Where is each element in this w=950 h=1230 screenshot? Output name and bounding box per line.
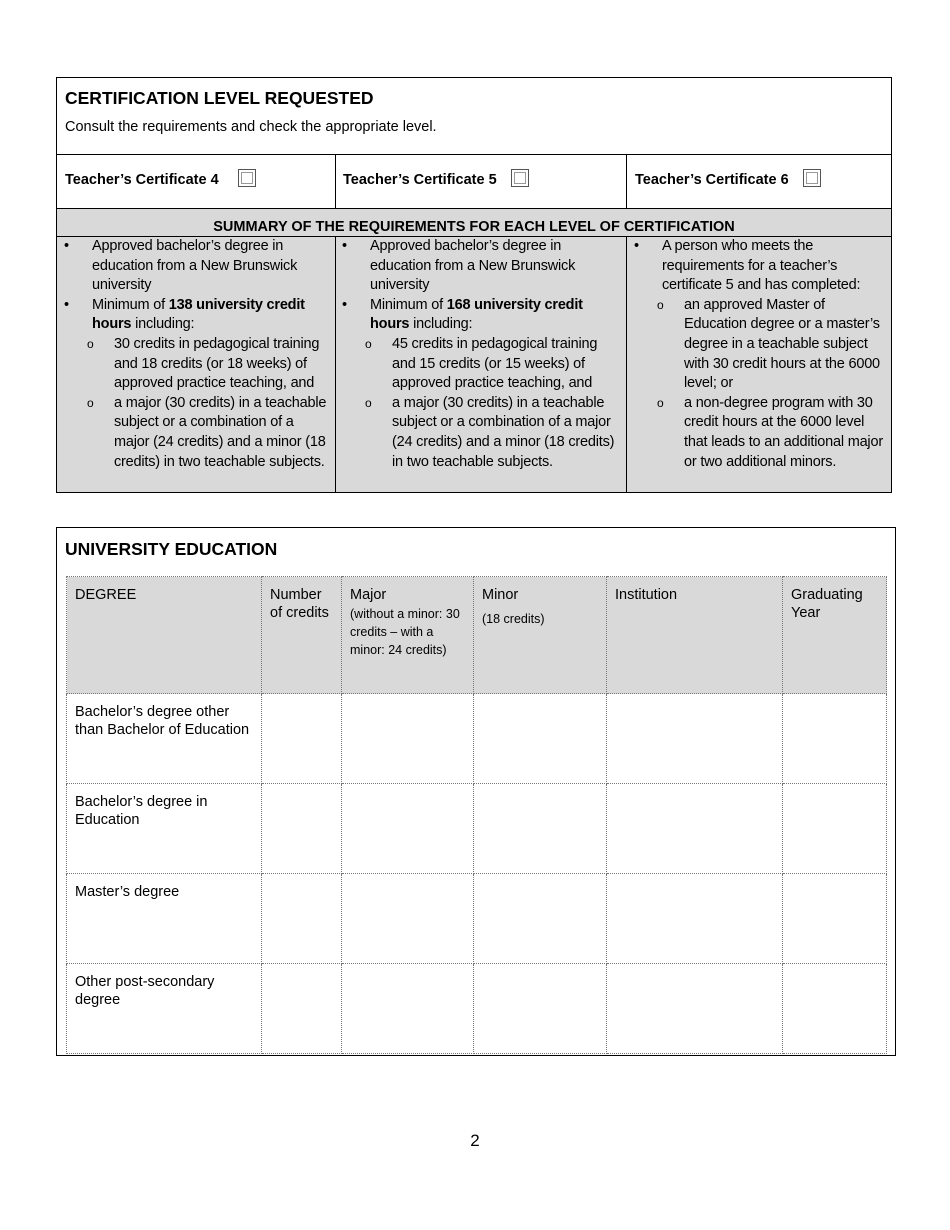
education-table [66, 576, 887, 1054]
cert-label-4: Teacher’s Certificate 4 [65, 172, 219, 188]
major-field[interactable] [342, 874, 474, 964]
list-item: • A person who meets the requirements for a teacher’s certificate 5 and has completed: [634, 238, 861, 294]
cert-label-6: Teacher’s Certificate 6 [635, 172, 789, 188]
list-item: • Approved bachelor’s degree in education from a New Brunswick university [64, 238, 298, 294]
header-degree: DEGREE [67, 577, 262, 694]
list-subitem: o a major (30 credits) in a teachable subject or a combination of a major (24 credits) and a minor (18 credits) in two teachable subjects. [87, 394, 327, 470]
certification-section [56, 77, 892, 493]
table-row [67, 964, 887, 1054]
credits-field[interactable] [262, 964, 342, 1054]
list-item: • Approved bachelor’s degree in education from a New Brunswick university [342, 238, 576, 294]
major-field[interactable] [342, 694, 474, 784]
cert-option-6 [627, 155, 891, 208]
requirements-summary [57, 237, 891, 492]
requirements-cert-5 [335, 237, 623, 492]
table-row [67, 874, 887, 964]
cert-label-5: Teacher’s Certificate 5 [343, 172, 497, 188]
degree-label: Master’s degree [67, 874, 262, 964]
institution-field[interactable] [607, 694, 783, 784]
cert-option-4 [57, 155, 335, 208]
certification-instruction: Consult the requirements and check the appropriate level. [65, 119, 437, 135]
list-subitem: o a non-degree program with 30 credit hours at the 6000 level that leads to an additional major or two additional minors. [657, 394, 883, 470]
header-credits: Number of credits [262, 577, 342, 694]
list-subitem: o 30 credits in pedagogical training and 18 credits (or 18 weeks) of approved practice teaching, and [87, 335, 320, 392]
cert-4-checkbox[interactable] [238, 169, 256, 187]
divider [335, 237, 336, 492]
table-row [67, 694, 887, 784]
list-subitem: o 45 credits in pedagogical training and 15 credits (or 15 weeks) of approved practice teaching, and [365, 335, 598, 392]
minor-field[interactable] [474, 964, 607, 1054]
institution-field[interactable] [607, 874, 783, 964]
education-title: UNIVERSITY EDUCATION [65, 539, 278, 559]
minor-field[interactable] [474, 694, 607, 784]
list-item: • Minimum of 168 university credit hours including: [342, 296, 583, 333]
table-row [67, 784, 887, 874]
minor-field[interactable] [474, 784, 607, 874]
header-minor: Minor (18 credits) [474, 577, 607, 694]
major-field[interactable] [342, 784, 474, 874]
list-item: • Minimum of 138 university credit hours including: [64, 296, 305, 333]
header-year: Graduating Year [783, 577, 887, 694]
credits-field[interactable] [262, 694, 342, 784]
certification-header [57, 78, 891, 155]
minor-field[interactable] [474, 874, 607, 964]
table-header-row [67, 577, 887, 694]
credits-field[interactable] [262, 784, 342, 874]
year-field[interactable] [783, 874, 887, 964]
header-major: Major (without a minor: 30 credits – with a minor: 24 credits) [342, 577, 474, 694]
institution-field[interactable] [607, 784, 783, 874]
page-number: 2 [470, 1131, 480, 1150]
divider [626, 155, 627, 208]
year-field[interactable] [783, 964, 887, 1054]
list-subitem: o a major (30 credits) in a teachable subject or a combination of a major (24 credits) and a minor (18 credits) in two teachable subjects. [365, 394, 615, 470]
credits-field[interactable] [262, 874, 342, 964]
summary-heading: SUMMARY OF THE REQUIREMENTS FOR EACH LEVEL OF CERTIFICATION [57, 209, 891, 237]
certification-title: CERTIFICATION LEVEL REQUESTED [65, 88, 374, 108]
divider [626, 237, 627, 492]
certificate-options [57, 155, 891, 209]
cert-5-checkbox[interactable] [511, 169, 529, 187]
degree-label: Bachelor’s degree other than Bachelor of Education [67, 694, 262, 784]
requirements-cert-4 [57, 237, 329, 492]
year-field[interactable] [783, 694, 887, 784]
divider [335, 209, 336, 237]
requirements-cert-6 [627, 237, 889, 492]
degree-label: Other post-secondary degree [67, 964, 262, 1054]
major-field[interactable] [342, 964, 474, 1054]
degree-label: Bachelor’s degree in Education [67, 784, 262, 874]
list-subitem: o an approved Master of Education degree or a master’s degree in a teachable subject with 30 credit hours at the 6000 level; or [657, 296, 880, 392]
divider [335, 155, 336, 208]
university-education-section [56, 527, 896, 1056]
header-institution: Institution [607, 577, 783, 694]
cert-6-checkbox[interactable] [803, 169, 821, 187]
cert-option-5 [335, 155, 627, 208]
institution-field[interactable] [607, 964, 783, 1054]
year-field[interactable] [783, 784, 887, 874]
